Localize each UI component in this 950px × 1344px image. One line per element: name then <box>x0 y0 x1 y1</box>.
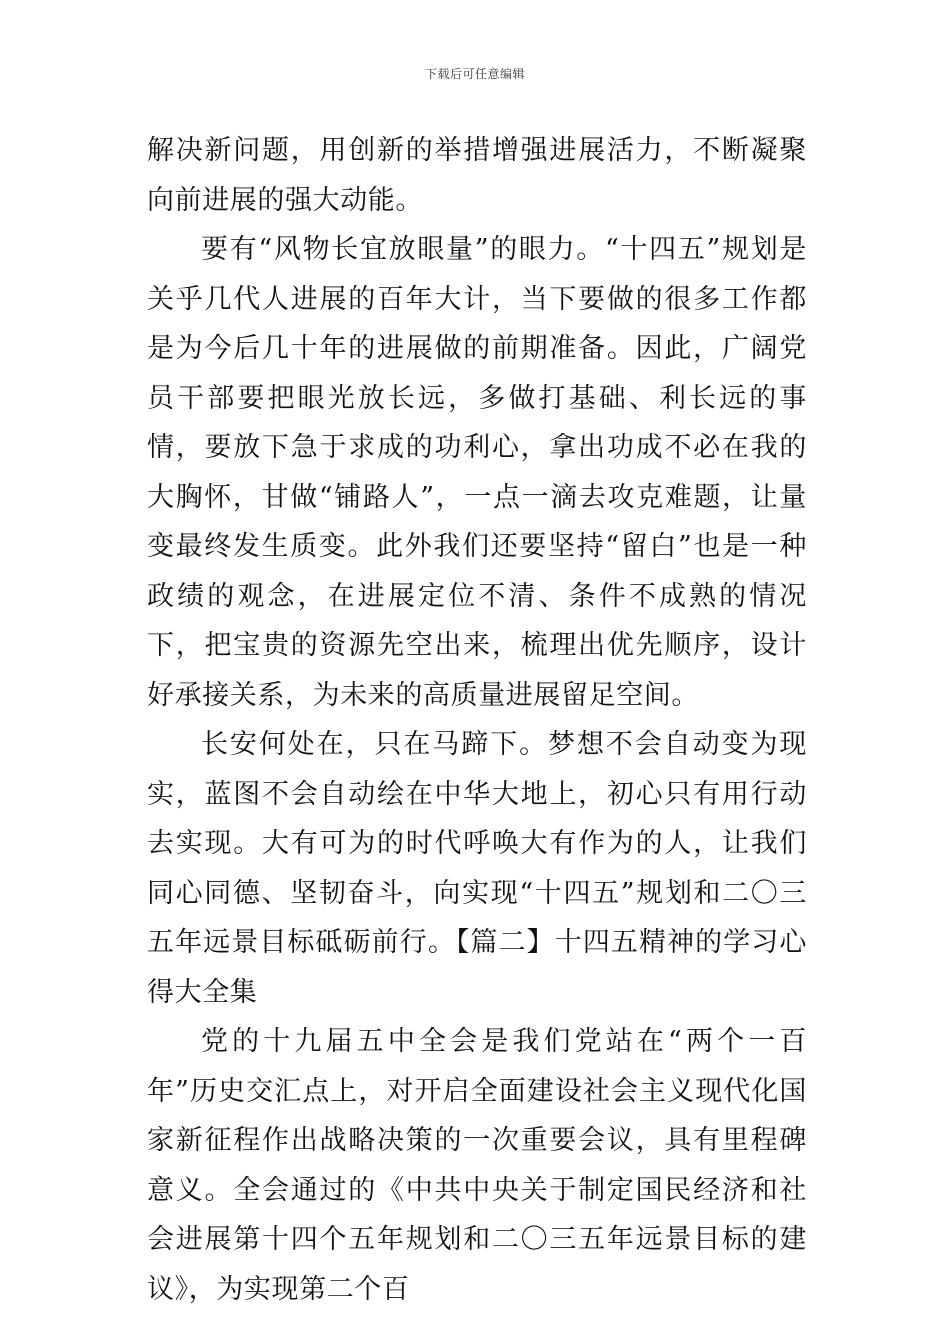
paragraph-4: 党的十九届五中全会是我们党站在“两个一百年”历史交汇点上，对开启全面建设社会主义现代化国家新征程作出战略决策的一次重要会议，具有里程碑意义。全会通过的《中共中央关于制定国民经济和社会进展第十四个五年规划和二〇三五年远景目标的建议》，为实现第二个百 <box>147 1026 807 1305</box>
paragraph-1: 解决新问题，用创新的举措增强进展活力，不断凝聚向前进展的强大动能。 <box>147 135 807 216</box>
paragraph-3: 长安何处在，只在马蹄下。梦想不会自动变为现实，蓝图不会自动绘在中华大地上，初心只有用行动去实现。大有可为的时代呼唤大有作为的人，让我们同心同德、坚韧奋斗，向实现“十四五”规划和二〇三五年远景目标砥砺前行。【篇二】十四五精神的学习心得大全集 <box>147 729 807 1008</box>
page-header-note: 下载后可任意编辑 <box>424 67 525 81</box>
document-body <box>147 126 807 1314</box>
paragraph-2: 要有“风物长宜放眼量”的眼力。“十四五”规划是关乎几代人进展的百年大计，当下要做的很多工作都是为今后几十年的进展做的前期准备。因此，广阔党员干部要把眼光放长远，多做打基础、利长远的事情，要放下急于求成的功利心，拿出功成不必在我的大胸怀，甘做“铺路人”，一点一滴去攻克难题，让量变最终发生质变。此外我们还要坚持“留白”也是一种政绩的观念，在进展定位不清、条件不成熟的情况下，把宝贵的资源先空出来，梳理出优先顺序，设计好承接关系，为未来的高质量进展留足空间。 <box>147 234 807 711</box>
